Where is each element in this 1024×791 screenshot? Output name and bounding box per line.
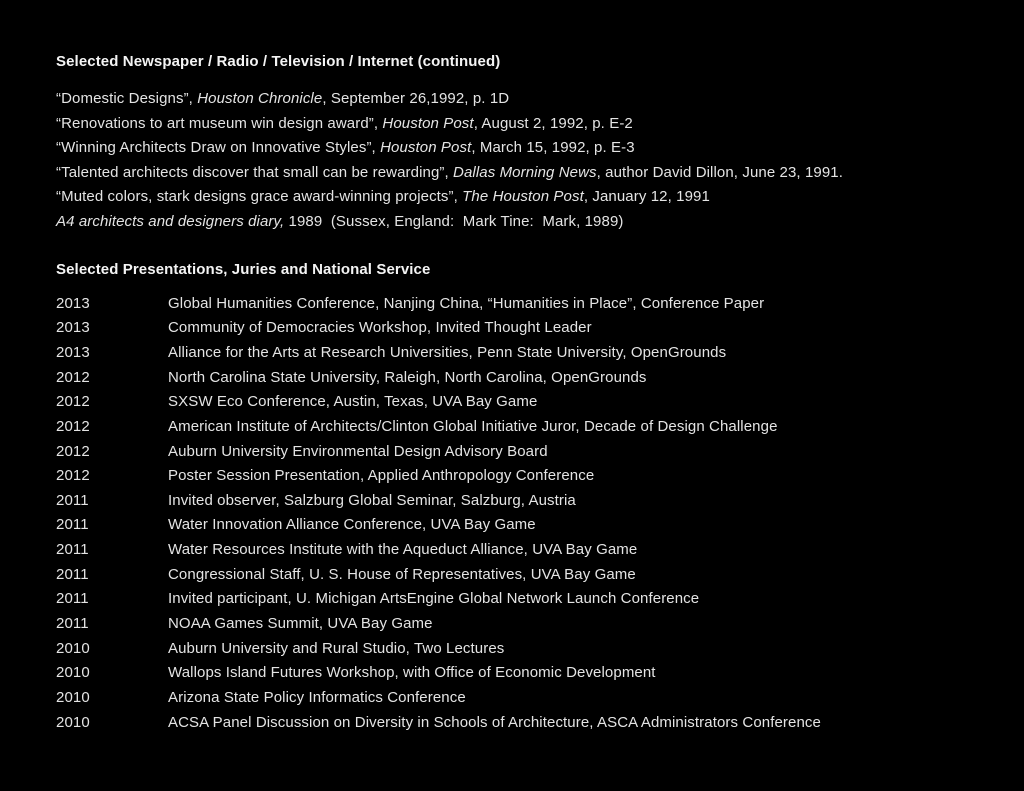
presentation-description: Invited observer, Salzburg Global Seminar, Salzburg, Austria — [168, 491, 576, 509]
newspaper-section-heading: Selected Newspaper / Radio / Television / Internet (continued) — [56, 53, 501, 70]
presentation-year: 2011 — [56, 565, 89, 583]
presentation-row — [56, 440, 1024, 465]
presentation-year: 2012 — [56, 467, 90, 485]
presentation-year: 2011 — [56, 541, 89, 559]
presentation-year: 2012 — [56, 442, 90, 460]
presentation-year: 2010 — [56, 689, 90, 707]
presentation-description: Auburn University and Rural Studio, Two Lectures — [168, 639, 505, 657]
presentation-row — [56, 587, 1024, 612]
presentation-description: Water Innovation Alliance Conference, UVA Bay Game — [168, 516, 536, 534]
publication-line — [56, 136, 1024, 161]
presentation-row — [56, 292, 1024, 317]
presentation-description: Community of Democracies Workshop, Invited Thought Leader — [168, 319, 592, 337]
publication-list — [56, 87, 1024, 235]
presentation-row — [56, 686, 1024, 711]
presentation-row — [56, 711, 1024, 736]
publication-line — [56, 185, 1024, 210]
presentation-description: North Carolina State University, Raleigh, North Carolina, OpenGrounds — [168, 368, 647, 386]
presentation-description: Invited participant, U. Michigan ArtsEngine Global Network Launch Conference — [168, 590, 700, 608]
publication-text: “Winning Architects Draw on Innovative Styles”, — [56, 139, 381, 157]
presentations-section-heading: Selected Presentations, Juries and National Service — [56, 260, 431, 278]
presentation-row — [56, 513, 1024, 538]
presentation-description: Water Resources Institute with the Aqueduct Alliance, UVA Bay Game — [168, 541, 638, 559]
presentation-year: 2011 — [56, 491, 89, 509]
presentation-description: American Institute of Architects/Clinton Global Initiative Juror, Decade of Design Challenge — [168, 417, 778, 435]
presentation-year: 2013 — [56, 343, 90, 361]
publication-line — [56, 210, 1024, 235]
presentation-description: Arizona State Policy Informatics Conference — [168, 689, 466, 707]
presentation-row — [56, 637, 1024, 662]
publication-text: , author David Dillon, June 23, 1991. — [596, 163, 843, 181]
publication-line — [56, 161, 1024, 186]
presentation-row — [56, 390, 1024, 415]
presentation-list — [56, 292, 1024, 736]
publication-line — [56, 112, 1024, 137]
presentation-row — [56, 661, 1024, 686]
presentation-year: 2013 — [56, 294, 90, 312]
presentation-year: 2012 — [56, 368, 90, 386]
publication-title-italic: Houston Chronicle — [197, 90, 323, 107]
presentation-row — [56, 489, 1024, 514]
publication-title-italic: The Houston Post — [462, 188, 584, 206]
publication-title-italic: Houston Post — [382, 114, 474, 132]
publication-title-italic: Houston Post — [380, 139, 472, 157]
publication-text: “Talented architects discover that small can be rewarding”, — [56, 163, 454, 181]
presentation-year: 2013 — [56, 319, 90, 337]
publication-text: , September 26,1992, p. 1D — [322, 90, 510, 107]
presentation-description: NOAA Games Summit, UVA Bay Game — [168, 615, 433, 633]
presentation-year: 2012 — [56, 393, 90, 411]
publication-title-italic: A4 architects and designers diary, — [56, 212, 285, 230]
presentation-description: Congressional Staff, U. S. House of Representatives, UVA Bay Game — [168, 565, 636, 583]
presentation-description: Alliance for the Arts at Research Universities, Penn State University, OpenGrounds — [168, 343, 727, 361]
presentation-description: ACSA Panel Discussion on Diversity in Schools of Architecture, ASCA Administrators Conference — [168, 713, 821, 731]
publication-text: 1989 (Sussex, England: Mark Tine: Mark, 1989) — [284, 212, 624, 230]
presentation-description: Poster Session Presentation, Applied Anthropology Conference — [168, 467, 595, 485]
presentation-row — [56, 464, 1024, 489]
presentation-year: 2011 — [56, 590, 89, 608]
publication-text: “Renovations to art museum win design award”, — [56, 114, 383, 132]
presentation-row — [56, 366, 1024, 391]
presentation-year: 2012 — [56, 417, 90, 435]
publication-text: , January 12, 1991 — [583, 188, 710, 206]
presentation-description: Wallops Island Futures Workshop, with Office of Economic Development — [168, 664, 656, 682]
presentation-row — [56, 316, 1024, 341]
publication-title-italic: Dallas Morning News — [453, 163, 597, 181]
presentation-year: 2011 — [56, 516, 89, 534]
presentation-year: 2010 — [56, 664, 90, 682]
publication-line — [56, 87, 1024, 112]
presentation-row — [56, 563, 1024, 588]
presentation-row — [56, 415, 1024, 440]
publication-text: “Domestic Designs”, — [56, 90, 198, 107]
presentation-row — [56, 341, 1024, 366]
presentation-description: Global Humanities Conference, Nanjing China, “Humanities in Place”, Conference Paper — [168, 294, 765, 312]
presentation-row — [56, 612, 1024, 637]
publication-text: , March 15, 1992, p. E-3 — [471, 139, 635, 157]
presentation-year: 2011 — [56, 615, 89, 633]
presentation-year: 2010 — [56, 639, 90, 657]
presentation-row — [56, 538, 1024, 563]
presentation-description: Auburn University Environmental Design Advisory Board — [168, 442, 548, 460]
presentation-year: 2010 — [56, 713, 90, 731]
publication-text: “Muted colors, stark designs grace award-winning projects”, — [56, 188, 463, 206]
publication-text: , August 2, 1992, p. E-2 — [473, 114, 633, 132]
presentation-description: SXSW Eco Conference, Austin, Texas, UVA Bay Game — [168, 393, 538, 411]
